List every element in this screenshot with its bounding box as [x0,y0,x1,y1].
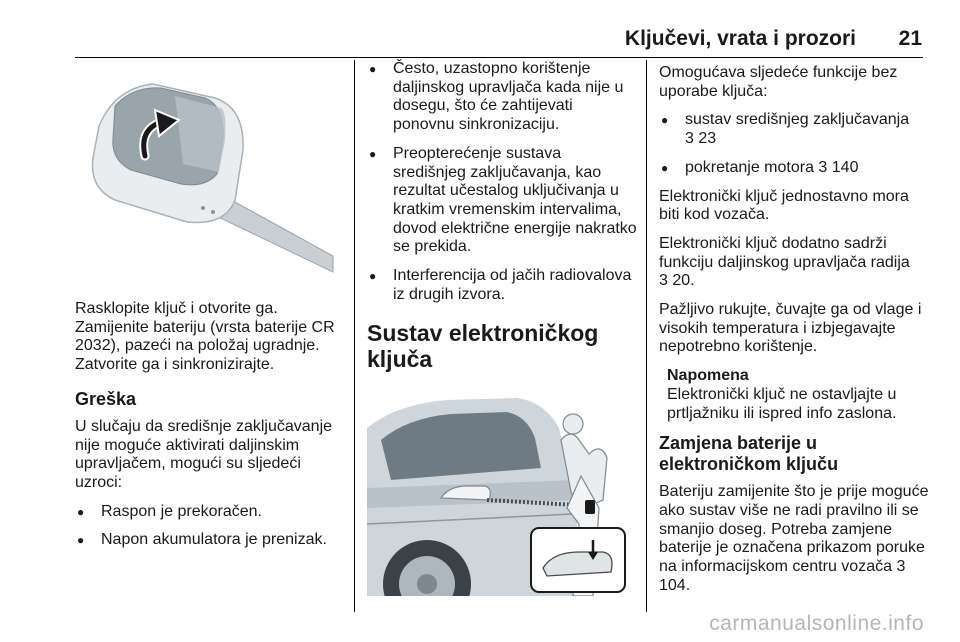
list-item: ● Napon akumulatora je prenizak. [75,531,345,550]
note-title: Napomena [667,367,749,385]
heading-greska: Greška [75,388,137,409]
column-3 [659,60,929,605]
heading-battery-replacement: Zamjena baterije u elektroničkom ključu [659,433,839,475]
paragraph-text: Elektronički ključ dodatno sadrži funkciju daljinskog upravljača radija [659,234,910,271]
battery-paragraph [659,483,929,595]
ref-arrow-icon: 3 [818,158,828,176]
ref-arrow-icon: 3 [685,130,694,148]
ref-arrow-icon: 3 [659,272,668,290]
page-ref: 104. [659,576,691,594]
ref-arrow-icon: 3 [896,558,906,576]
header-rule [75,57,923,58]
key-illustration [75,60,337,282]
care-paragraph: Pažljivo rukujte, čuvajte ga od vlage i visokih temperatura i izbjegavajte nepotrebno korištenje. [659,301,922,356]
list-item-text: pokretanje motora [685,158,814,176]
radio-remote-paragraph [659,235,929,291]
column-1 [75,60,345,560]
paragraph-text: Bateriju zamijenite što je prije moguće ako sustav više ne radi pravilno ili se smanjio doseg. Potreba zamjene baterije je označena prikazom poruke na informacijskom centru vozača [659,483,929,576]
list-item [659,159,929,178]
page-ref: 20. [672,272,695,290]
list-item: ● Često, uzastopno korištenje daljinskog upravljača kada nije u dosegu, što će zahtijevati ponovnu sinkronizaciju. [367,60,637,135]
intro-paragraph: Omogućava sljedeće funkcije bez uporabe ključa: [659,64,898,100]
column-2 [367,60,637,596]
cause-intro-paragraph: U slučaju da središnje zaključavanje nije moguće aktivirati daljinskim upravljačem, mogući su sljedeći uzroci: [75,417,333,491]
section-heading: Sustav elektroničkog ključa [367,320,599,373]
instruction-paragraph: Rasklopite ključ i otvorite ga. Zamijenite bateriju (vrsta baterije CR 2032), pazeći na položaj ugradnje. Zatvorite ga i sinkronizirajte. [75,300,335,374]
list-item: ● Interferencija od jačih radiovalova iz drugih izvora. [367,267,637,304]
car-door-illustration [367,388,629,596]
list-item: ● Preopterećenje sustava središnjeg zaključavanja, kao rezultat učestalog uključivanja u kratkim vremenskim intervalima, dovod električne energije nakratko se prekida. [367,145,637,257]
note-box [659,367,929,423]
note-text: Elektronički ključ ne ostavljajte u prtljažniku ili ispred info zaslona. [667,385,897,422]
column-divider-1 [354,60,355,612]
list-item [659,111,929,148]
list-item-text: sustav središnjeg zaključavanja [685,111,910,129]
page-ref: 140 [831,158,859,176]
page-ref: 23 [698,130,717,148]
key-location-paragraph: Elektronički ključ jednostavno mora biti kod vozača. [659,187,909,224]
header-title: Ključevi, vrata i prozori [624,27,856,50]
page-number: 21 [898,27,922,50]
list-item: ● Raspon je prekoračen. [75,503,345,522]
column-divider-2 [646,60,647,612]
page-header [0,0,960,58]
watermark: carmanualsonline.info [709,612,924,635]
